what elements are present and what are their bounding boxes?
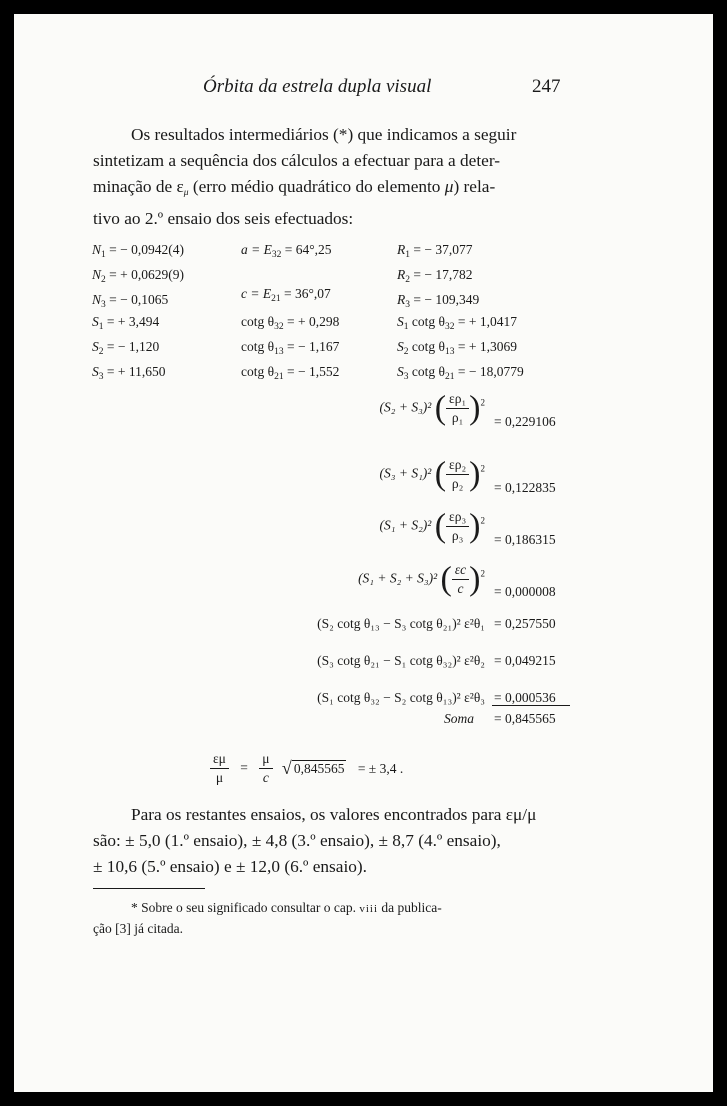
row-n2: $N_2$ = + 0,0629(9) [92, 267, 184, 285]
intro-line-2: sintetizam a sequência dos cálculos a efectuar para a deter- [93, 151, 500, 170]
table-cotg [241, 312, 339, 387]
row-r1: $R_1$ = − 37,077 [397, 242, 473, 260]
eq-4-lhs: (S₁ + S₂ + S₃)² [358, 570, 438, 586]
eq-4-fraction: $\frac{\varepsilon c}{c}$ [452, 561, 469, 598]
row-r2: $R_2$ = − 17,782 [397, 267, 473, 285]
footnote-line-2: ção [3] já citada. [93, 921, 183, 936]
intro-line-4: tivo ao 2.º ensaio dos seis efectuados: [93, 209, 354, 228]
outro-line-3: ± 10,6 (5.º ensaio) e ± 12,0 (6.º ensaio). [93, 857, 367, 876]
book-page [14, 14, 713, 1092]
sqrt-value: 0,845565 [293, 760, 345, 776]
eq-3-value: = 0,186315 [494, 532, 556, 547]
final-result: = ± 3,4 . [357, 760, 404, 776]
outro-line-1: Para os restantes ensaios, os valores encontrados para εμ/μ [131, 805, 537, 824]
intro-line-3-start: minação de ε [93, 177, 184, 196]
row-s2cotg: $S_2$ cotg $\theta_{13}$ = + 1,3069 [397, 339, 517, 357]
theta-line-2-value: = 0,049215 [494, 653, 556, 668]
row-cotg13: cotg $\theta_{13}$ = − 1,167 [241, 339, 340, 357]
outro-paragraph [93, 802, 581, 880]
table-angles [241, 240, 332, 309]
row-s2: $S_2$ = − 1,120 [92, 339, 160, 357]
soma-label: Soma [444, 711, 474, 726]
eq-2: (S₃ + S₁)² ( $\frac{\text{ερ₂}}{\text{ρ₂}}$ )$^2$ [379, 455, 485, 493]
row-cotg32: cotg $\theta_{32}$ = + 0,298 [241, 314, 340, 332]
theta-line-3-value: = 0,000536 [494, 690, 556, 705]
table-s-values [92, 312, 165, 387]
footnote-line-1: * Sobre o seu significado consultar o cap. viii da publica- [131, 900, 442, 915]
intro-line-3-mid: (erro médio quadrático do elemento [188, 177, 445, 196]
row-s3: $S_3$ = + 11,650 [92, 364, 166, 382]
intro-line-1: Os resultados intermediários (*) que indicamos a seguir [131, 125, 517, 144]
eq-2-lhs: (S₃ + S₁)² [379, 465, 432, 481]
table-r-values [397, 240, 479, 315]
intro-line-3-end: ) rela- [453, 177, 496, 196]
eq-1-fraction: $\frac{\text{ερ₁}}{\text{ρ₁}}$ [446, 390, 469, 427]
eq-2-fraction: $\frac{\text{ερ₂}}{\text{ρ₂}}$ [446, 456, 469, 493]
theta-line-1-value: = 0,257550 [494, 616, 556, 631]
footnote [93, 898, 581, 938]
eq-3-lhs: (S₁ + S₂)² [379, 517, 432, 533]
page-number: 247 [532, 76, 561, 97]
table-s-cotg [397, 312, 524, 387]
theta-line-2: (S₃ cotg θ₂₁ − S₁ cotg θ₃₂)² ε²θ₂ [317, 653, 485, 668]
row-s3cotg: $S_3$ cotg $\theta_{21}$ = − 18,0779 [397, 364, 524, 382]
row-cotg21: cotg $\theta_{21}$ = − 1,552 [241, 364, 340, 382]
row-n3: $N_3$ = − 0,1065 [92, 292, 169, 310]
eq-4-value: = 0,000008 [494, 584, 556, 599]
row-c: $c = E_{21} = 36^\circ,07$ [241, 286, 331, 304]
eq-3-fraction: $\frac{\text{ερ₃}}{\text{ρ₃}}$ [446, 508, 469, 545]
sum-rule [492, 705, 570, 706]
intro-line-3 [93, 174, 581, 206]
mu-symbol: μ [444, 177, 454, 196]
table-n-values [92, 240, 184, 315]
outro-line-2: são: ± 5,0 (1.º ensaio), ± 4,8 (3.º ensaio), ± 8,7 (4.º ensaio), [93, 831, 501, 850]
mu-subscript: μ [183, 188, 189, 198]
eq-3: (S₁ + S₂)² ( $\frac{\text{ερ₃}}{\text{ρ₃}}$ )$^2$ [379, 507, 485, 545]
eq-1: (S₂ + S₃)² ( $\frac{\text{ερ₁}}{\text{ρ₁}}$ )$^2$ [379, 389, 485, 427]
intro-paragraph [93, 122, 581, 232]
final-fraction-right: $\frac{\mu}{c}$ [259, 750, 272, 787]
row-r3: $R_3$ = − 109,349 [397, 292, 480, 310]
eq-2-value: = 0,122835 [494, 480, 556, 495]
eq-4: (S₁ + S₂ + S₃)² ( $\frac{\varepsilon c}{c}$ )$^2$ [358, 560, 485, 598]
theta-line-3: (S₁ cotg θ₃₂ − S₂ cotg θ₁₃)² ε²θ₃ [317, 690, 485, 705]
footnote-rule [93, 888, 205, 889]
row-a: $a = E_{32} = 64^\circ,25$ [241, 242, 332, 260]
row-n1: $N_1$ = − 0,0942(4) [92, 242, 184, 260]
final-formula: $\frac{\varepsilon\mu}{\mu}$ = $\frac{\mu}{c}$ √ 0,845565 = ± 3,4 . [210, 750, 403, 787]
eq-1-lhs: (S₂ + S₃)² [379, 399, 432, 415]
running-header-title: Órbita da estrela dupla visual [203, 76, 432, 97]
theta-line-1: (S₂ cotg θ₁₃ − S₃ cotg θ₂₁)² ε²θ₁ [317, 616, 485, 631]
row-s1: $S_1$ = + 3,494 [92, 314, 160, 332]
final-fraction-left: $\frac{\varepsilon\mu}{\mu}$ [210, 750, 229, 787]
row-s1cotg: $S_1$ cotg $\theta_{32}$ = + 1,0417 [397, 314, 517, 332]
soma-value: = 0,845565 [494, 711, 556, 726]
eq-1-value: = 0,229106 [494, 414, 556, 429]
